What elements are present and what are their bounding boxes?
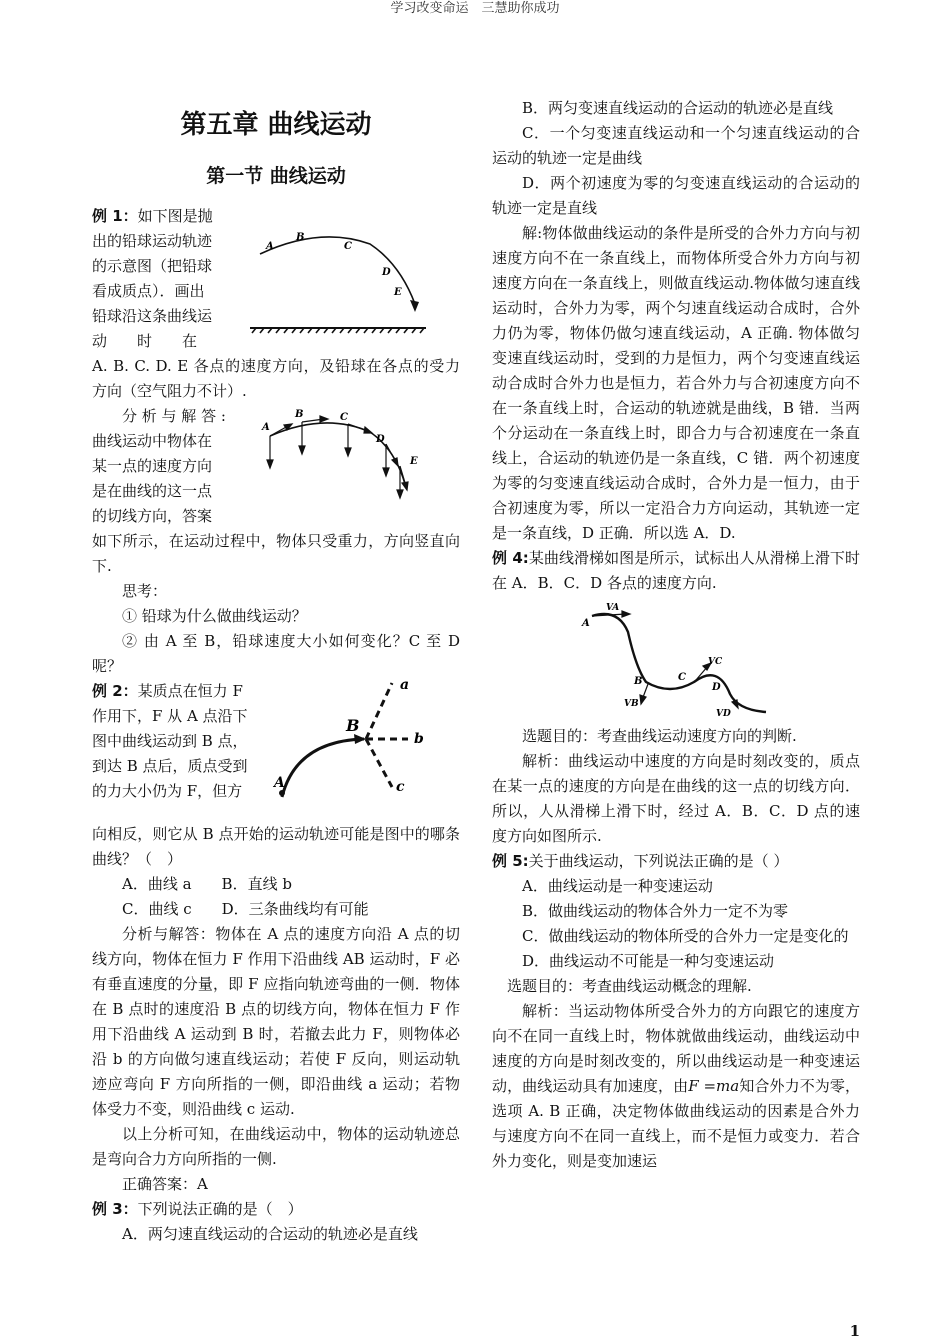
example-5-option-b: B．做曲线运动的物体合外力一定不为零 [522, 902, 789, 920]
fig2-label-c: C [340, 412, 348, 423]
example-2-summary: 以上分析可知，在曲线运动中，物体的运动轨迹总是弯向合力方向所指的一侧. [92, 1125, 460, 1168]
slide-figure [570, 602, 770, 720]
example-5-option-d: D．曲线运动不可能是一种匀变速运动 [522, 952, 775, 970]
example-4-goal: 选题目的：考查曲线运动速度方向的判断. [522, 727, 797, 745]
page-header: 学习改变命运 三慧助你成功 [390, 1, 560, 16]
example-5-option-a: A．曲线运动是一种变速运动 [522, 877, 713, 895]
fig2-label-d: D [376, 434, 385, 445]
fig1-label-a: A [266, 241, 274, 252]
fig4-label-d: D [712, 682, 721, 693]
fig2-label-e: E [410, 456, 418, 467]
think-heading: 思考： [122, 582, 168, 600]
section-title: 第一节 曲线运动 [206, 165, 346, 187]
example-2-answer: 正确答案：A [122, 1175, 208, 1193]
fig3-label-a-point: A [274, 775, 285, 791]
example-3-option-c: C．一个匀变速直线运动和一个匀速直线运动的合运动的轨迹一定是曲线 [492, 124, 860, 167]
example-2-analysis: 分析与解答：物体在 A 点的速度方向沿 A 点的切线方向，物体在恒力 F 作用下沿曲线 AB 运动时，F 必有垂直速度的分量，即 F 应指向轨迹弯曲的一侧．物体在 B 点时的速度沿 B 点的切线方向，物体在恒力 F 作用下沿曲线 A 运动到 B 时，若撤去此力 F，则物体必沿 b 的方向做匀速直线运动；若使 F 反向，则运动轨迹应弯向 F 方向所指的一侧，即沿曲线 a 运动；若物体受力不变，则沿曲线 c 运动. [92, 925, 460, 1118]
force-trajectory-figure [268, 679, 448, 814]
fig3-label-line-b: b [414, 731, 424, 747]
fig1-label-c: C [344, 241, 352, 252]
example-4-question: 某曲线滑梯如图是所示，试标出人从滑梯上滑下时在 A．B．C．D 各点的速度方向. [492, 549, 860, 592]
fig3-label-b-point: B [346, 716, 360, 735]
example-1-analysis-block: 分 析 与 解 答 : 曲线运动中物体在 某一点的速度方向 是在曲线的这一点 的切线方向，答案 A B C D E [92, 404, 460, 529]
example-1-block: 例 1：如下图是抛 出的铅球运动轨迹 的示意图（把铅球 看成质点）．画出 铅球沿这条曲线运 动 时 在 A B C D E [92, 204, 460, 354]
fig3-label-curve-c: c [396, 779, 405, 795]
example-5-analysis: 解析：当运动物体所受合外力的方向跟它的速度方向不在同一直线上时，物体就做曲线运动，曲线运动中速度的方向是时刻改变的，所以曲线运动是一种变速运动，曲线运动具有加速度，由F =ma知合外力不为零，选项 A. B 正确，决定物体做曲线运动的因素是合外力与速度方向不在同一直线上，而不是恒力或变力．若合外力变化，则是变加速运 [492, 1002, 860, 1170]
example-5-goal: 选题目的：考查曲线运动概念的理解. [507, 977, 752, 995]
example-3-solution: 解:物体做曲线运动的条件是所受的合外力方向与初速度方向不在一条直线上，而物体所受合外力方向与初速度方向在一条直线上，则做直线运动.物体做匀速直线运动时，合外力为零，两个匀速直线运动合成时，合外力仍为零，物体仍做匀速直线运动，A 正确. 物体做匀变速直线运动时，受到的力是恒力，两个匀变速直线运动合成时合外力也是恒力，若合外力与合初速度方向不在一条直线上时，合运动的轨迹就是曲线，B 错．当两个分运动在一条直线上时，即合力与合初速度在一条直线上，合运动的轨迹仍是一条直线，C 错．两个初速度为零的匀变速直线运动合成时，合外力是一恒力，由于合初速度为零，所以一定沿合力方向运动，其轨迹一定是一条直线，D 正确．所以选 A．D. [492, 224, 860, 542]
fig4-label-vc: VC [708, 657, 723, 667]
formula-f-ma: F =ma [688, 1077, 740, 1095]
example-3-label: 例 3： [92, 1200, 138, 1218]
fig4-label-b: B [634, 676, 643, 687]
example-3-option-a: A．两匀速直线运动的合运动的轨迹必是直线 [122, 1225, 418, 1243]
left-column [92, 96, 460, 1247]
think-question-2: ② 由 A 至 B，铅球速度大小如何变化？C 至 D 呢？ [92, 632, 460, 675]
example-2-options-cd: C．曲线 c D．三条曲线均有可能 [122, 900, 369, 918]
example-1-label: 例 1： [92, 207, 138, 225]
example-2-rest: 向相反，则它从 B 点开始的运动轨迹可能是图中的哪条曲线？（ ） [92, 825, 460, 868]
example-1-rest: A. B. C. D. E 各点的速度方向，及铅球在各点的受力方向（空气阻力不计）. [92, 357, 460, 400]
example-4-analysis: 解析：曲线运动中速度的方向是时刻改变的，质点在某一点的速度的方向是在曲线的这一点的切线方向．所以，人从滑梯上滑下时，经过 A．B．C．D 点的速度方向如图所示. [492, 752, 860, 845]
chapter-title: 第五章 曲线运动 [180, 110, 372, 140]
example-3-question: 下列说法正确的是（ ） [137, 1200, 303, 1218]
fig1-label-b: B [296, 232, 305, 243]
example-3-option-b: B．两匀变速直线运动的合运动的轨迹必是直线 [522, 99, 834, 117]
fig2-label-b: B [295, 409, 304, 420]
example-5-label: 例 5: [492, 852, 529, 870]
example-2-options-ab: A．曲线 a B．直线 b [122, 875, 292, 893]
page-number: 1 [849, 1322, 860, 1340]
example-5-option-c: C．做曲线运动的物体所受的合外力一定是变化的 [522, 927, 849, 945]
think-question-1: ① 铅球为什么做曲线运动？ [122, 607, 307, 625]
fig4-label-va: VA [606, 603, 620, 613]
example-5-question: 关于曲线运动，下列说法正确的是（ ） [528, 852, 789, 870]
fig4-label-a: A [582, 618, 590, 629]
fig4-label-vb: VB [624, 699, 639, 709]
fig1-label-d: D [382, 267, 391, 278]
example-3-option-d: D．两个初速度为零的匀变速直线运动的合运动的轨迹一定是直线 [492, 174, 860, 217]
shot-velocity-force-figure [240, 404, 430, 514]
shot-trajectory-figure [240, 204, 430, 334]
fig4-label-c: C [678, 672, 686, 683]
fig4-label-vd: VD [716, 709, 731, 719]
fig3-label-curve-a: a [400, 679, 410, 693]
right-column [492, 96, 860, 1174]
example-4-label: 例 4: [492, 549, 529, 567]
example-1-analysis-rest: 如下所示，在运动过程中，物体只受重力，方向竖直向下. [92, 532, 460, 575]
example-2-label: 例 2： [92, 682, 138, 700]
example-2-block: 例 2：某质点在恒力 F 作用下，F 从 A 点沿下 图中曲线运动到 B 点， 到达 B 点后，质点受到 的力大小仍为 F，但方 A B a b c [92, 679, 460, 822]
fig2-label-a: A [262, 422, 270, 433]
fig1-label-e: E [394, 287, 402, 298]
